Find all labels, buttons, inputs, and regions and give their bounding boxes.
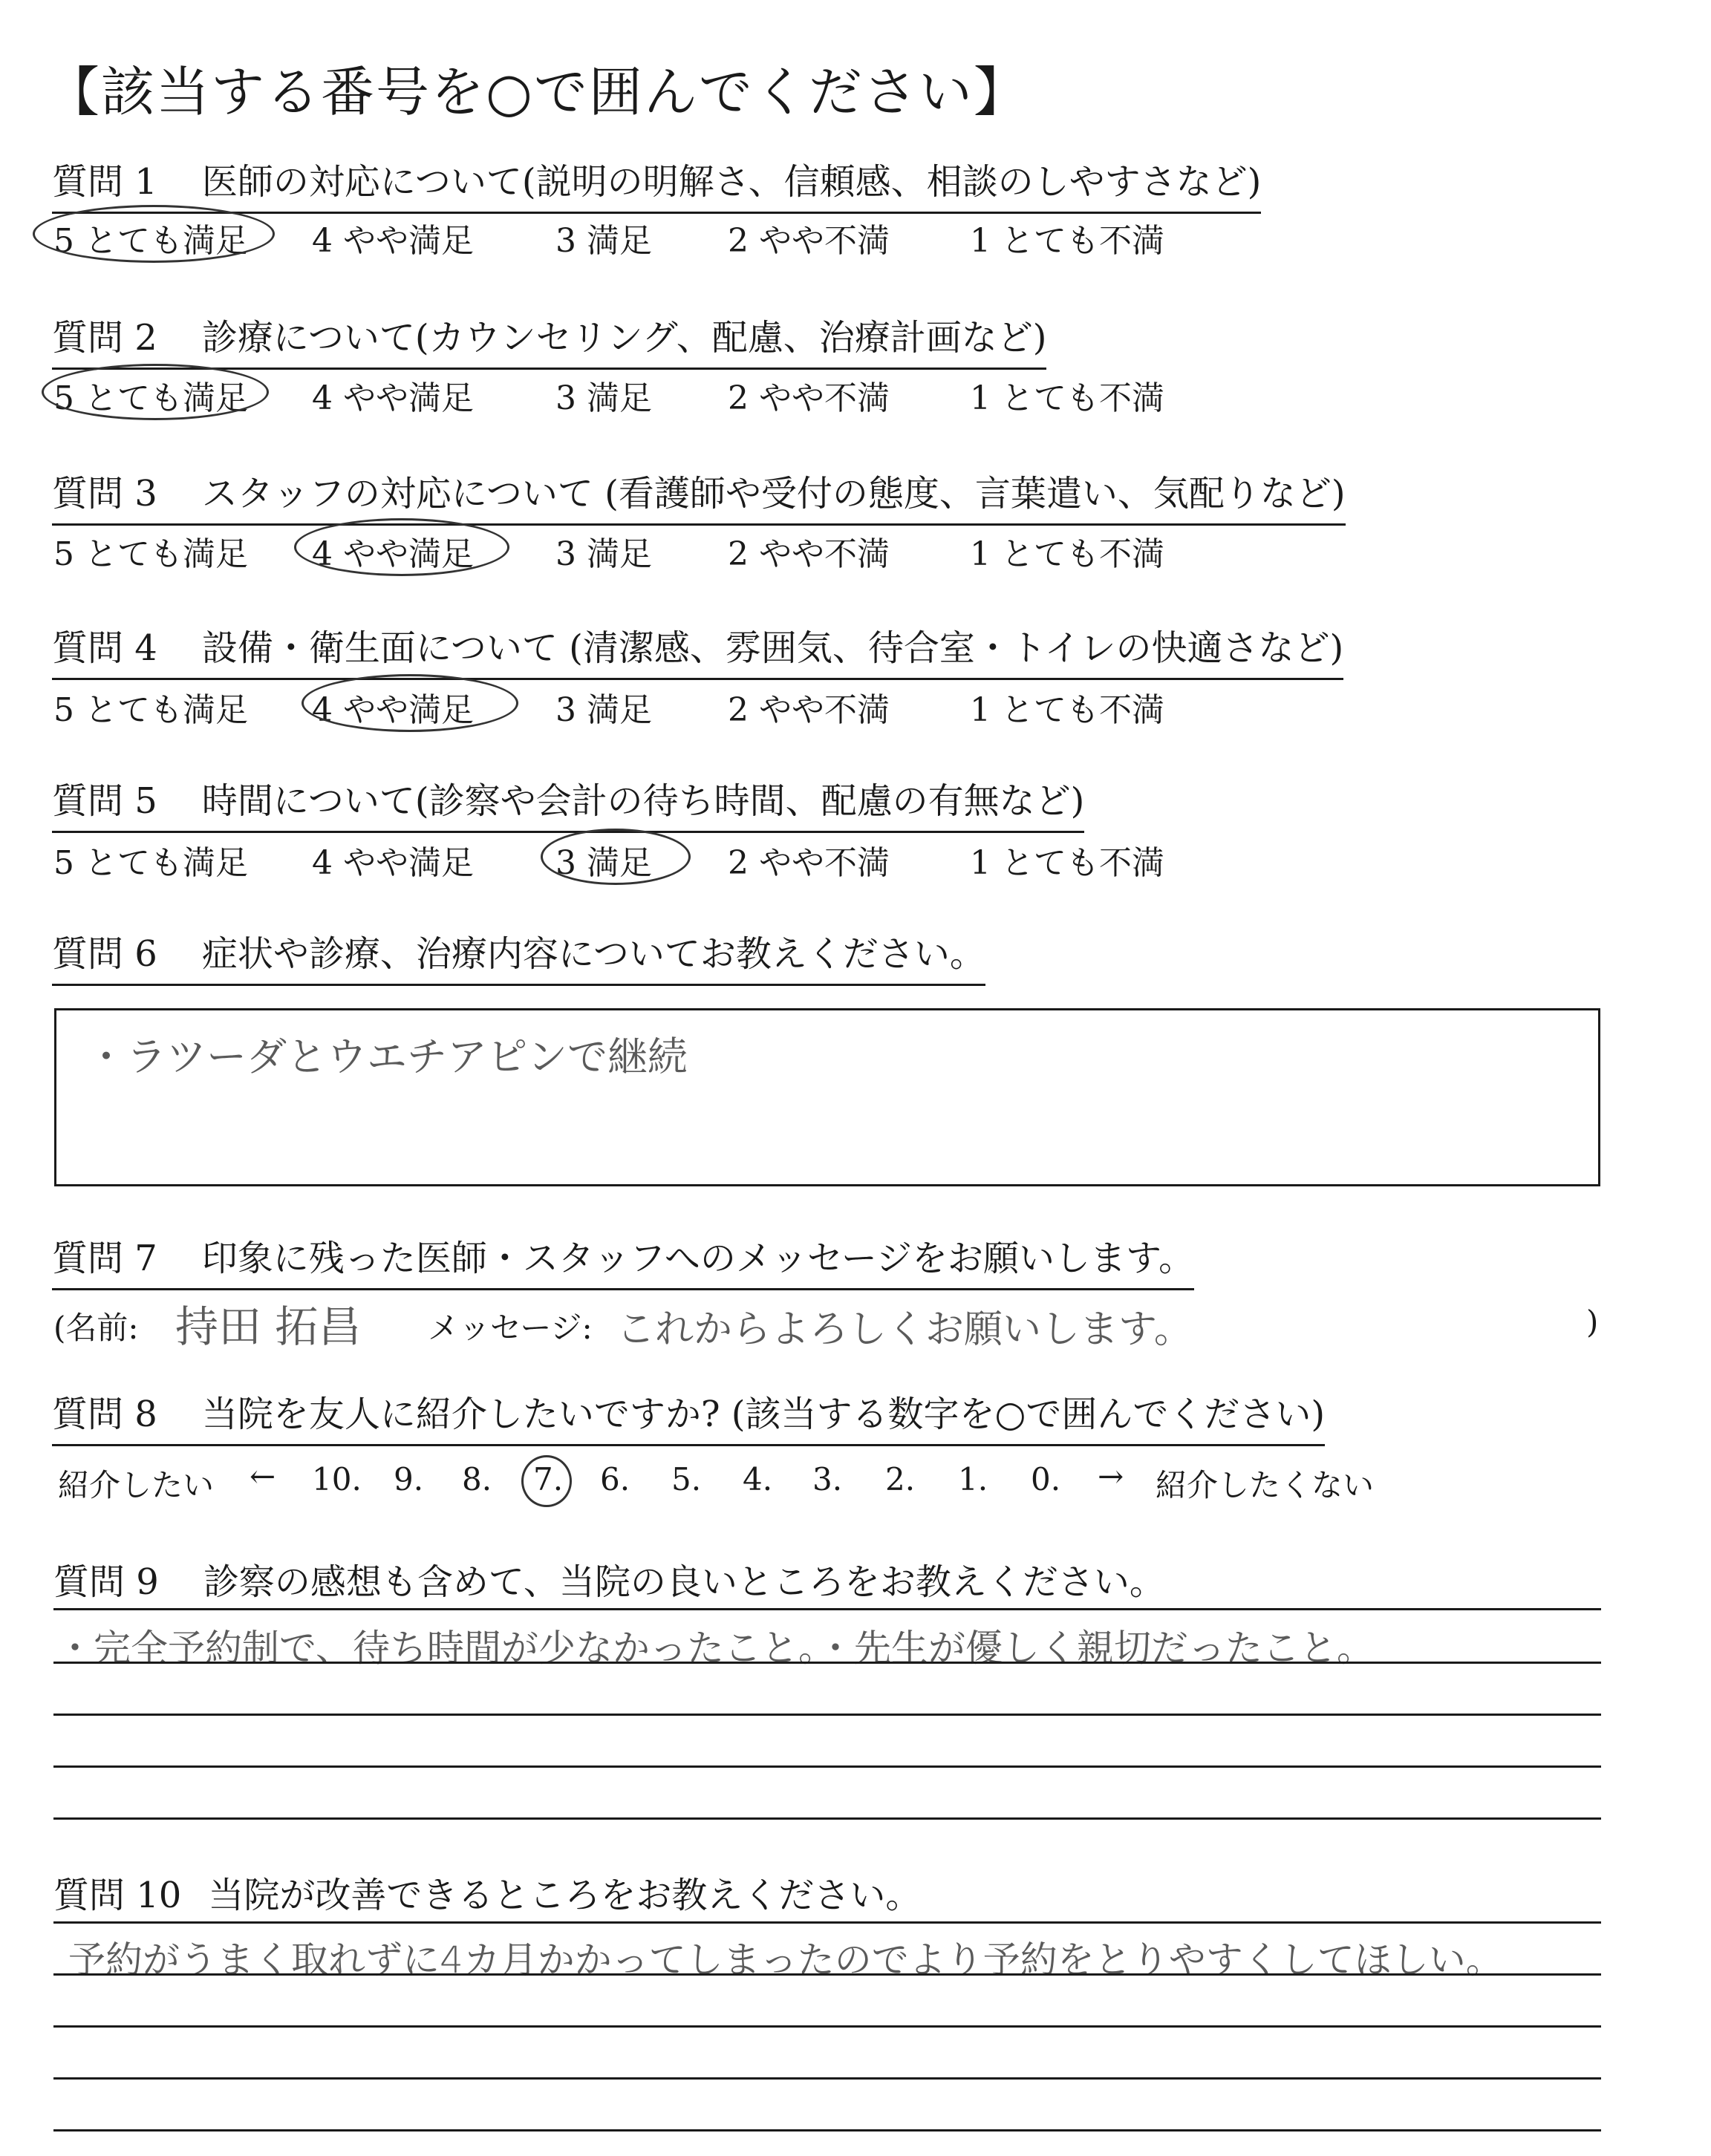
question-8-title <box>52 1385 1325 1446</box>
question-2-title <box>52 309 1046 370</box>
q8-scale-7[interactable]: 7. <box>533 1461 564 1497</box>
question-3-title <box>52 465 1346 526</box>
question-5-title <box>52 772 1084 833</box>
q4-option-5[interactable]: 5 とても満足 <box>53 691 248 729</box>
question-6-text: 症状や診療、治療内容についてお教えください。 <box>201 933 985 975</box>
question-4 <box>52 619 1343 680</box>
q8-scale-2[interactable]: 2. <box>885 1461 916 1497</box>
q9-answer[interactable]: ・完全予約制で、待ち時間が少なかったこと。・先生が優しく親切だったこと。 <box>56 1627 1374 1670</box>
question-1-title <box>52 153 1261 214</box>
q5-option-4[interactable]: 4 やや満足 <box>312 844 474 882</box>
q7-name-label: (名前: <box>53 1310 139 1346</box>
question-10 <box>53 1866 921 1918</box>
q3-option-2[interactable]: 2 やや不満 <box>728 535 890 573</box>
q4-option-2[interactable]: 2 やや不満 <box>728 691 890 729</box>
question-7-number: 質問 7 <box>52 1238 157 1279</box>
question-4-text: 設備・衛生面について (清潔感、雰囲気、待合室・トイレの快適さなど) <box>201 627 1344 669</box>
q8-selection-circle <box>521 1455 572 1507</box>
q1-option-5[interactable]: 5 とても満足 <box>53 222 248 260</box>
q3-option-5[interactable]: 5 とても満足 <box>53 535 248 573</box>
question-5-number: 質問 5 <box>52 780 157 822</box>
q10-line-4 <box>53 2077 1601 2080</box>
question-9-text: 診察の感想も含めて、当院の良いところをお教えください。 <box>203 1561 1165 1603</box>
q9-line-2 <box>53 1662 1601 1664</box>
q8-scale-1[interactable]: 1. <box>958 1461 988 1497</box>
q10-line-3 <box>53 2025 1601 2028</box>
question-10-number: 質問 10 <box>53 1875 182 1916</box>
q7-name-value[interactable]: 持田 拓昌 <box>175 1301 362 1352</box>
question-3-number: 質問 3 <box>52 473 157 514</box>
q10-answer[interactable]: 予約がうまく取れずに4カ月かかってしまったのでより予約をとりやすくしてほしい。 <box>68 1938 1503 1982</box>
question-9 <box>53 1553 1165 1604</box>
q1-selection-circle <box>33 205 275 263</box>
q5-option-2[interactable]: 2 やや不満 <box>728 844 890 882</box>
question-7 <box>52 1229 1194 1290</box>
question-4-number: 質問 4 <box>52 627 157 669</box>
q8-scale-8[interactable]: 8. <box>462 1461 492 1497</box>
question-1-number: 質問 1 <box>52 161 157 203</box>
question-2 <box>52 309 1046 370</box>
q8-scale-10[interactable]: 10. <box>312 1461 362 1497</box>
q5-option-5[interactable]: 5 とても満足 <box>53 844 248 882</box>
question-3-text: スタッフの対応について (看護師や受付の態度、言葉遣い、気配りなど) <box>201 473 1346 514</box>
q8-scale-6[interactable]: 6. <box>600 1461 630 1497</box>
question-6-number: 質問 6 <box>52 933 157 975</box>
question-5 <box>52 772 1084 833</box>
q8-left-label: 紹介したい <box>58 1467 215 1503</box>
q4-option-4[interactable]: 4 やや満足 <box>312 691 474 729</box>
question-10-text: 当院が改善できるところをお教えください。 <box>208 1875 922 1916</box>
question-1 <box>52 153 1261 214</box>
q10-line-1 <box>53 1921 1601 1924</box>
question-8 <box>52 1385 1325 1446</box>
q2-option-4[interactable]: 4 やや満足 <box>312 379 474 417</box>
question-4-title <box>52 619 1343 680</box>
q6-answer-box[interactable] <box>54 1008 1600 1186</box>
q2-option-5[interactable]: 5 とても満足 <box>53 379 248 417</box>
q2-option-2[interactable]: 2 やや不満 <box>728 379 890 417</box>
q5-option-3[interactable]: 3 満足 <box>555 844 652 882</box>
question-5-text: 時間について(診察や会計の待ち時間、配慮の有無など) <box>201 780 1085 822</box>
q2-selection-circle <box>42 364 269 420</box>
q3-option-4[interactable]: 4 やや満足 <box>312 535 474 573</box>
q7-message-label: メッセージ: <box>428 1310 593 1346</box>
q1-option-4[interactable]: 4 やや満足 <box>312 222 474 260</box>
q4-selection-circle <box>302 674 518 732</box>
q10-line-5 <box>53 2129 1601 2132</box>
q5-selection-circle <box>541 829 691 885</box>
q5-option-1[interactable]: 1 とても不満 <box>970 844 1164 882</box>
q9-line-3 <box>53 1714 1601 1716</box>
q7-close-paren: ) <box>1586 1304 1599 1340</box>
q2-option-3[interactable]: 3 満足 <box>555 379 652 417</box>
q8-left-arrow: ← <box>250 1458 276 1494</box>
q6-answer: ・ラツーダとウエチアピンで継続 <box>86 1033 688 1080</box>
q1-option-2[interactable]: 2 やや不満 <box>728 222 890 260</box>
q8-scale-9[interactable]: 9. <box>394 1461 424 1497</box>
form-title: 【該当する番号を○で囲んでください】 <box>46 61 1029 123</box>
question-6-title <box>52 925 985 986</box>
q8-right-arrow: → <box>1098 1458 1124 1494</box>
q8-scale-3[interactable]: 3. <box>812 1461 843 1497</box>
question-2-number: 質問 2 <box>52 317 157 359</box>
q8-scale-5[interactable]: 5. <box>671 1461 702 1497</box>
q9-line-5 <box>53 1817 1601 1820</box>
q9-line-4 <box>53 1765 1601 1768</box>
q3-selection-circle <box>294 518 509 576</box>
question-7-title <box>52 1229 1194 1290</box>
q1-option-1[interactable]: 1 とても不満 <box>970 222 1164 260</box>
question-8-number: 質問 8 <box>52 1394 157 1435</box>
question-2-text: 診療について(カウンセリング、配慮、治療計画など) <box>201 317 1047 359</box>
question-8-text: 当院を友人に紹介したいですか? (該当する数字を○で囲んでください) <box>201 1394 1326 1435</box>
q7-message-value[interactable]: これからよろしくお願いします。 <box>616 1307 1193 1352</box>
q1-option-3[interactable]: 3 満足 <box>555 222 652 260</box>
q3-option-3[interactable]: 3 満足 <box>555 535 652 573</box>
q4-option-3[interactable]: 3 満足 <box>555 691 652 729</box>
question-7-text: 印象に残った医師・スタッフへのメッセージをお願いします。 <box>201 1238 1195 1279</box>
q8-scale-4[interactable]: 4. <box>743 1461 773 1497</box>
q9-line-1 <box>53 1608 1601 1610</box>
question-3 <box>52 465 1346 526</box>
q4-option-1[interactable]: 1 とても不満 <box>970 691 1164 729</box>
q8-scale-0[interactable]: 0. <box>1031 1461 1061 1497</box>
q10-line-2 <box>53 1973 1601 1976</box>
question-6 <box>52 925 985 986</box>
q8-right-label: 紹介したくない <box>1156 1467 1375 1503</box>
q2-option-1[interactable]: 1 とても不満 <box>970 379 1164 417</box>
q3-option-1[interactable]: 1 とても不満 <box>970 535 1164 573</box>
question-1-text: 医師の対応について(説明の明解さ、信頼感、相談のしやすさなど) <box>201 161 1262 203</box>
question-9-number: 質問 9 <box>53 1561 159 1603</box>
